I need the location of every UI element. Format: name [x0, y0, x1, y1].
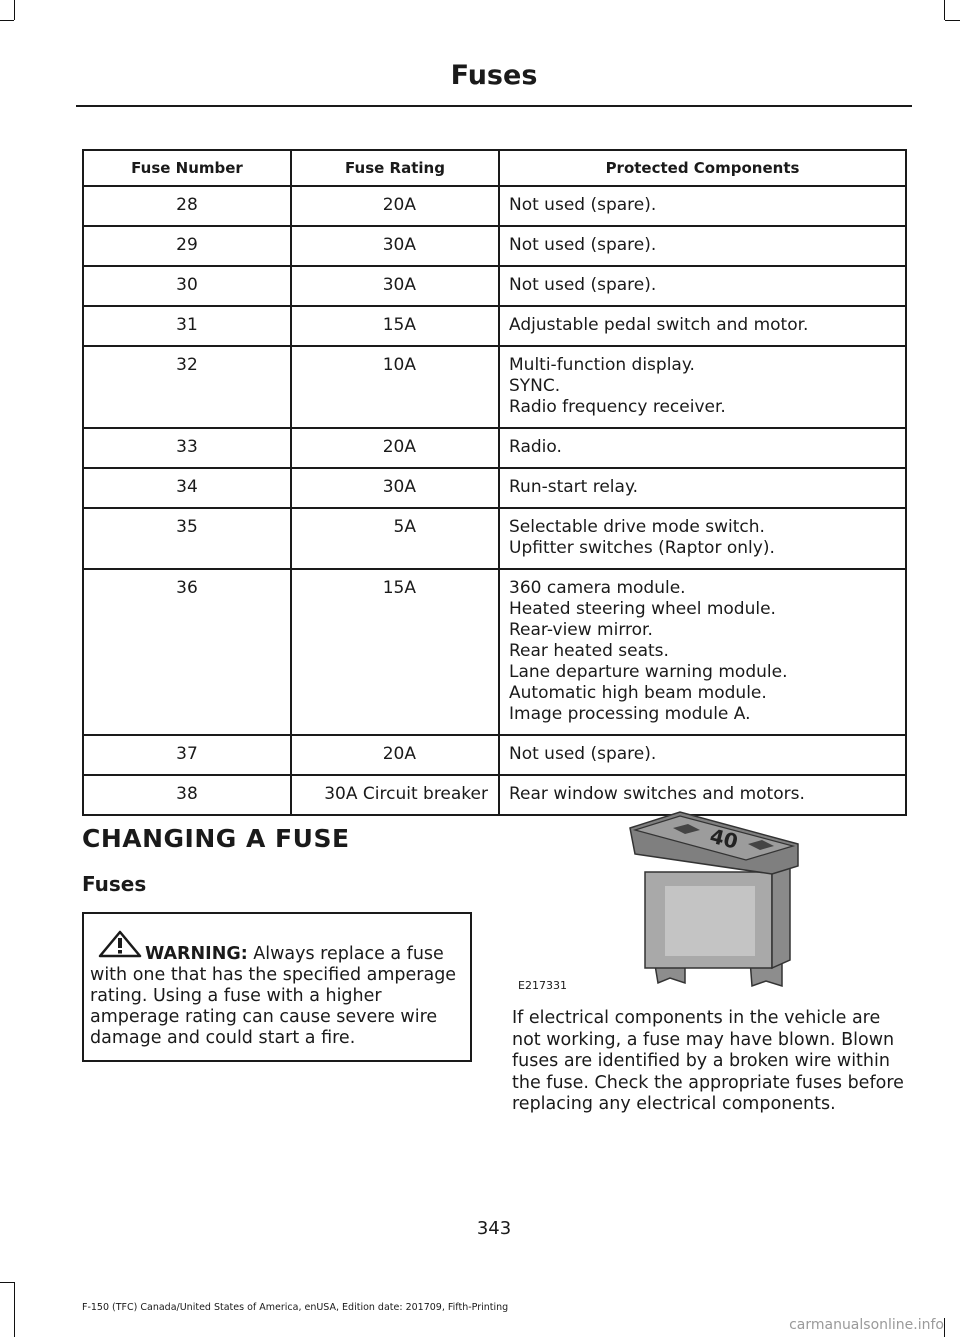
component-line: Rear heated seats.: [509, 641, 669, 661]
crop-mark-top-right-v: [944, 0, 945, 20]
table-header-row: [83, 150, 906, 186]
component-line: Upfitter switches (Raptor only).: [509, 538, 775, 558]
component-line: Selectable drive mode switch.: [509, 517, 765, 537]
table-row: [83, 468, 906, 508]
component-line: Image processing module A.: [509, 704, 751, 724]
table-row: [83, 735, 906, 775]
table-row: [83, 428, 906, 468]
component-line: Run-start relay.: [509, 477, 638, 497]
component-line: Not used (spare).: [509, 235, 657, 255]
fuse-illustration: [510, 800, 905, 1000]
protected-components-cell: [499, 569, 906, 735]
title-rule: [76, 105, 912, 107]
warning-text: Always replace a fuse with one that has the specified amperage rating. Using a fuse with a higher amperage rating can cause severe wire damage and could start a fire.: [90, 944, 457, 1048]
table-row: [83, 508, 906, 569]
table-row: [83, 569, 906, 735]
fuse-rating-cell: 20A: [291, 428, 499, 468]
fuse-number-cell: 29: [83, 226, 291, 266]
sub-heading: Fuses: [82, 872, 147, 896]
table-row: [83, 306, 906, 346]
crop-mark-top-left-h: [0, 20, 14, 21]
header-fuse-number: Fuse Number: [83, 150, 291, 186]
fuse-rating-cell: 15A: [291, 306, 499, 346]
protected-components-cell: [499, 468, 906, 508]
crop-mark-bottom-right-v: [944, 1318, 945, 1337]
protected-components-cell: [499, 346, 906, 428]
component-line: Radio frequency receiver.: [509, 397, 726, 417]
fuse-rating-cell: 20A: [291, 186, 499, 226]
watermark[interactable]: carmanualsonline.info: [789, 1317, 944, 1333]
crop-mark-top-right-h: [945, 20, 960, 21]
component-line: Lane departure warning module.: [509, 662, 788, 682]
component-line: Radio.: [509, 437, 562, 457]
fuse-rating-cell: 20A: [291, 735, 499, 775]
component-line: Heated steering wheel module.: [509, 599, 776, 619]
page-title: Fuses: [450, 60, 538, 91]
protected-components-cell: [499, 428, 906, 468]
warning-box: [82, 912, 472, 1062]
component-line: 360 camera module.: [509, 578, 686, 598]
fuse-number-cell: 34: [83, 468, 291, 508]
protected-components-cell: [499, 186, 906, 226]
page-number: 343: [476, 1218, 512, 1239]
protected-components-cell: [499, 508, 906, 569]
table-row: [83, 186, 906, 226]
fuse-number-cell: 35: [83, 508, 291, 569]
table-row: [83, 226, 906, 266]
component-line: SYNC.: [509, 376, 561, 396]
fuse-rating-cell: 30A: [291, 266, 499, 306]
fuse-number-cell: 36: [83, 569, 291, 735]
fuse-rating-cell: 10A: [291, 346, 499, 428]
protected-components-cell: [499, 266, 906, 306]
footer-text: F-150 (TFC) Canada/United States of America, enUSA, Edition date: 201709, Fifth-Printing: [82, 1302, 509, 1313]
fuse-number-cell: 33: [83, 428, 291, 468]
component-line: Rear-view mirror.: [509, 620, 653, 640]
fuse-table-body: [83, 186, 906, 815]
section-heading: CHANGING A FUSE: [82, 824, 350, 853]
fuse-rating-label: 40: [707, 823, 741, 854]
table-row: [83, 346, 906, 428]
body-text: If electrical components in the vehicle are not working, a fuse may have blown. Blown fuses are identified by a broken wire within the fuse. Check the appropriate fuses before replacing any electrical components.: [512, 1008, 904, 1114]
fuse-rating-cell: 5A: [291, 508, 499, 569]
header-fuse-rating: Fuse Rating: [291, 150, 499, 186]
fuse-number-cell: 31: [83, 306, 291, 346]
fuse-rating-cell: 30A Circuit breaker: [291, 775, 499, 815]
figure-code: E217331: [518, 979, 567, 992]
component-line: Automatic high beam module.: [509, 683, 767, 703]
protected-components-cell: [499, 226, 906, 266]
component-line: Not used (spare).: [509, 744, 657, 764]
header-protected-components: Protected Components: [499, 150, 906, 186]
component-line: Multi-function display.: [509, 355, 695, 375]
protected-components-cell: [499, 735, 906, 775]
fuse-table: [82, 149, 907, 816]
protected-components-cell: [499, 306, 906, 346]
fuse-rating-cell: 30A: [291, 226, 499, 266]
crop-mark-bottom-left-v: [14, 1282, 15, 1337]
warning-label: WARNING:: [145, 944, 248, 964]
fuse-number-cell: 37: [83, 735, 291, 775]
component-line: Not used (spare).: [509, 275, 657, 295]
component-line: Rear window switches and motors.: [509, 784, 805, 804]
warning-triangle-icon: [96, 928, 144, 958]
crop-mark-bottom-left-h: [0, 1282, 14, 1283]
fuse-rating-cell: 15A: [291, 569, 499, 735]
fuse-number-cell: 32: [83, 346, 291, 428]
component-line: Adjustable pedal switch and motor.: [509, 315, 809, 335]
component-line: Not used (spare).: [509, 195, 657, 215]
table-row: [83, 266, 906, 306]
fuse-number-cell: 30: [83, 266, 291, 306]
fuse-rating-cell: 30A: [291, 468, 499, 508]
fuse-number-cell: 38: [83, 775, 291, 815]
crop-mark-top-left-v: [14, 0, 15, 20]
fuse-number-cell: 28: [83, 186, 291, 226]
